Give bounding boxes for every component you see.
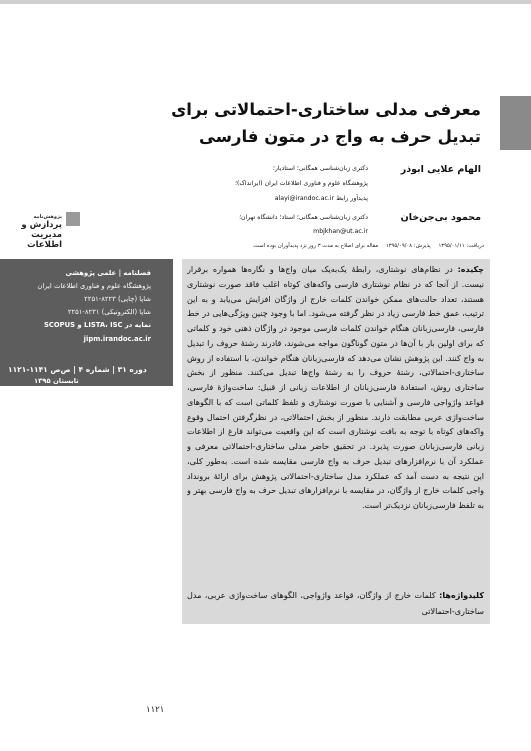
logo-text: پردازش و [21, 220, 62, 230]
journal-logo [16, 208, 82, 252]
author-affiliation: دکتری زبان‌شناسی همگانی؛ استادیار؛ [272, 165, 368, 172]
logo-text: مدیریت [31, 230, 62, 240]
abstract-text: در نظام‌های نوشتاری، رابطهٔ یک‌به‌یک میان واج‌ها و نگاره‌ها همواره برقرار نیست. از آنجا که در نظام نوشتاری فارسی واکه‌های کوتاه اغلب فاقد صورت نوشتاری هستند، تعداد حالت‌های ممکن خواندن کلمات خارج از واژگان افزایش می‌یابد و به این ترتیب، عمق خط فارسی زیاد در نظر گرفته می‌شود. اما با وجود چنین ویژگی‌هایی در خط فارسی، فارسی‌زبانان هنگام خواندن کلمات فارسی موجود در واژگان ذهنی خود و کلماتی که برای اولین بار با آن‌ها در متون گوناگون مواجه می‌شوند، قادرند رشتهٔ حروف را تبدیل به واج کنند. این پژوهش نشان می‌دهد که فارسی‌زبانان هنگام خواندن، با استفاده از روش ساختاری-احتمالاتی، رشتهٔ حروف را به رشتهٔ واج‌ها تبدیل می‌کنند. منظور از بخش ساختاری روش، استفادهٔ فارسی‌زبانان از اطلاعات زبانی از قبیل: ساخت‌واژهٔ فارسی، قواعد واژواجی فارسی و آشنایی با صورت نوشتاری و تلفظ کلماتی است که با الگوهای ساخت‌واژی عربی مطابقت دارند. منظور از بخش احتمالاتی، در نظرگرفتن احتمال وقوع واکه‌های کوتاه با توجه به بافت نوشتاری است که این واقعیت می‌تواند فارغ از اطلاعات زبانی فارسی‌زبانان صورت پذیرد. در تحقیق حاضر مدلی ساختاری-احتمالاتی معرفی و عملکرد آن با نرم‌افزارهای تبدیل حرف به واج فارسی مقایسه شده است. به‌طور کلی، این نتیجه به دست آمد که عملکرد مدل ساختاری-احتمالاتی پژوهش برای ارائهٔ برونداد واجی کلمات خارج از واژگان، در مقایسه با نرم‌افزارهای تبدیل حرف به واج فارسی بهتر و به تلفظ فارسی‌زبانان نزدیک‌تر است. [187, 265, 484, 510]
top-rule [0, 0, 531, 4]
keywords-label: کلیدواژه‌ها: [439, 591, 484, 600]
author-affiliation: دکتری زبان‌شناسی همگانی؛ استاد؛ دانشگاه تهران؛ [239, 214, 368, 221]
issn-print: شاپا (چاپی) ۸۲۲۳-۲۲۵۱ [84, 295, 151, 303]
journal-url: jipm.irandoc.ac.ir [83, 335, 151, 343]
indexing: نمایه در LISTA، ISC و SCOPUS [44, 321, 151, 329]
author-email: mbjkhan@ut.ac.ir [313, 228, 368, 235]
keywords-text: کلمات خارج از واژگان، قواعد واژواجی، الگوهای ساخت‌واژی عربی، مدل ساختاری-احتمالاتی [187, 591, 484, 616]
abstract-label: چکیده: [457, 265, 484, 274]
revision-note: مقاله برای اصلاح به مدت ۳ روز نزد پدیدآوران بوده است. [252, 243, 379, 249]
keywords [187, 588, 484, 619]
issn-online: شاپا (الکترونیکی) ۸۲۳۱-۲۲۵۱ [67, 308, 151, 316]
journal-info-box [0, 259, 173, 386]
author-affiliation: پژوهشگاه علوم و فناوری اطلاعات ایران (ایرانداک)؛ [235, 180, 368, 187]
logo-text: پژوهش‌نامه [33, 214, 62, 220]
title-line-1: معرفی مدلی ساختاری-احتمالاتی برای [171, 100, 481, 119]
logo-text: اطلاعات [27, 240, 62, 250]
title-line-2: تبدیل حرف به واج در متون فارسی [199, 127, 481, 146]
page-number: ۱۱۲۱ [146, 705, 165, 715]
article-title [91, 96, 481, 150]
section-tab [500, 96, 531, 150]
volume-issue: دوره ۳۱ | شماره ۴ | ص‌ص ۱۱۴۱-۱۱۲۱ [8, 365, 147, 374]
accepted-date: پذیرش: ۱۳۹۵/۰۹/۰۸ [385, 243, 431, 249]
received-date: دریافت: ۱۳۹۵/۰۱/۱۱ [438, 243, 484, 249]
publisher: پژوهشگاه علوم و فناوری اطلاعات ایران [37, 282, 151, 290]
author-email: پدیدآور رابط alayi@irandoc.ac.ir [274, 195, 368, 202]
journal-type: فصلنامه | علمی پژوهشی [65, 269, 151, 277]
author-name: الهام علایی ابوذر [400, 164, 481, 175]
author-name: محمود بی‌جن‌خان [400, 212, 481, 223]
article-dates [192, 243, 484, 249]
abstract [187, 263, 484, 585]
issue-season: تابستان ۱۳۹۵ [34, 377, 79, 385]
